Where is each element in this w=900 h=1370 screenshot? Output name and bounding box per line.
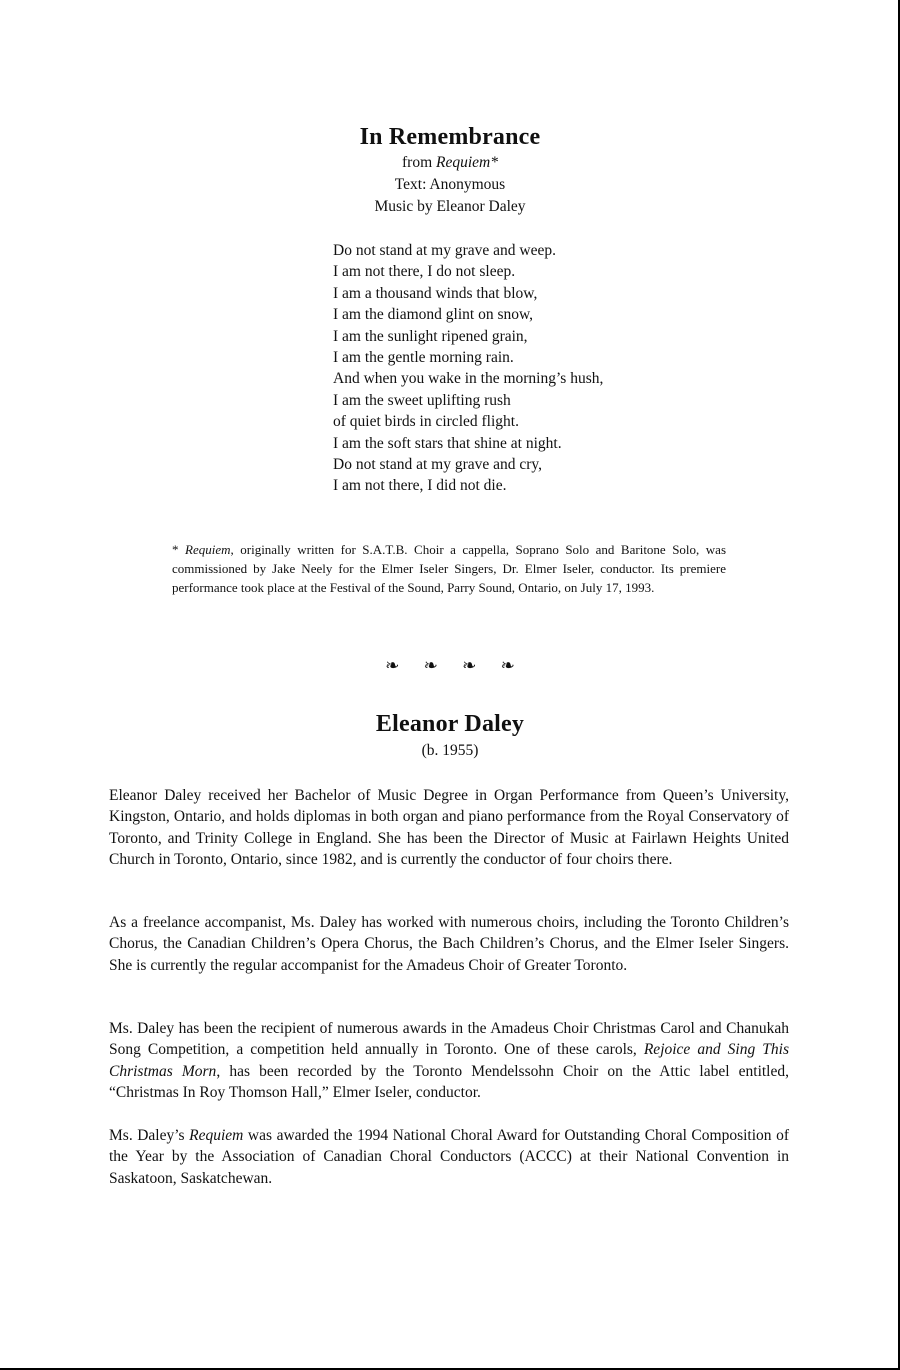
ornament-icon: ❧: [385, 656, 400, 675]
ornament-divider: [0, 656, 900, 676]
poem-line: I am the diamond glint on snow,: [333, 306, 534, 324]
ornament-icon: ❧: [423, 656, 438, 675]
bio-birth-year: (b. 1955): [421, 742, 479, 759]
song-source-work: Requiem: [436, 154, 491, 171]
poem: [333, 240, 603, 497]
poem-line: Do not stand at my grave and cry,: [333, 456, 543, 474]
song-source-mark: *: [490, 154, 498, 171]
bio-text: Ms. Daley has been the recipient of numerous awards in the Amadeus Choir Christmas Carol and Chanukah Song Competition, a competition held annually in Toronto. One of these carols,: [109, 1020, 789, 1059]
text-credit: Text: Anonymous: [394, 176, 506, 193]
bio-paragraph: As a freelance accompanist, Ms. Daley has worked with numerous choirs, including the Toronto Children’s Chorus, the Canadian Children’s Opera Chorus, the Bach Children’s Chorus, and the Elmer Iseler Singers. She is currently the regular accompanist for the Amadeus Choir of Greater Toronto.: [109, 914, 789, 974]
bio-text: Ms. Daley’s: [109, 1127, 190, 1144]
song-source-prefix: from: [402, 154, 437, 171]
footnote-mark: *: [172, 542, 186, 557]
poem-line: I am not there, I do not sleep.: [333, 263, 516, 281]
poem-line: Do not stand at my grave and weep.: [333, 242, 556, 259]
bio-text: , has been recorded by the Toronto Mendelssohn Choir on the Attic label entitled, “Christmas In Roy Thomson Hall,” Elmer Iseler, conductor.: [109, 1062, 789, 1101]
music-credit: Music by Eleanor Daley: [374, 198, 526, 215]
song-title: In Remembrance: [359, 124, 541, 150]
poem-line: I am the sunlight ripened grain,: [333, 327, 528, 345]
footnote-text: , originally written for S.A.T.B. Choir a cappella, Soprano Solo and Baritone Solo, was commissioned by Jake Neely for the Elmer Iseler Singers, Dr. Elmer Iseler, conductor. Its premiere performance took place at the Festival of the Sound, Parry Sound, Ontario, on July 17, 1993.: [172, 542, 727, 595]
ornament-icon: ❧: [462, 656, 477, 675]
bio-paragraph: Eleanor Daley received her Bachelor of Music Degree in Organ Performance from Queen’s University, Kingston, Ontario, and holds diplomas in both organ and piano performance from the Royal Conservatory of Toronto, and Trinity College in England. She has been the Director of Music at Fairlawn Heights United Church in Toronto, Ontario, since 1982, and is currently the conductor of four choirs there.: [109, 787, 789, 868]
work-title: Requiem: [189, 1127, 244, 1144]
poem-line: I am a thousand winds that blow,: [333, 284, 538, 302]
song-source: [0, 154, 900, 172]
poem-line: I am the soft stars that shine at night.: [333, 434, 562, 452]
carol-title: Rejoice and Sing This Christmas Morn: [109, 1041, 789, 1080]
bio-text: was awarded the 1994 National Choral Award for Outstanding Choral Composition of the Year by the Association of Canadian Choral Conductors (ACCC) at their National Convention in Saskatoon, Saskatchewan.: [109, 1127, 789, 1187]
poem-line: I am the sweet uplifting rush: [333, 391, 511, 409]
poem-line: I am the gentle morning rain.: [333, 349, 514, 367]
footnote: [172, 540, 726, 597]
poem-line: I am not there, I did not die.: [333, 477, 507, 495]
bio-paragraph: [109, 1125, 789, 1189]
footnote-work: Requiem: [185, 542, 231, 557]
ornament-icon: ❧: [500, 656, 515, 675]
bio-name: Eleanor Daley: [375, 711, 525, 737]
poem-line: And when you wake in the morning’s hush,: [333, 370, 604, 388]
bio-paragraph: [109, 1018, 789, 1103]
poem-line: of quiet birds in circled flight.: [333, 413, 519, 431]
